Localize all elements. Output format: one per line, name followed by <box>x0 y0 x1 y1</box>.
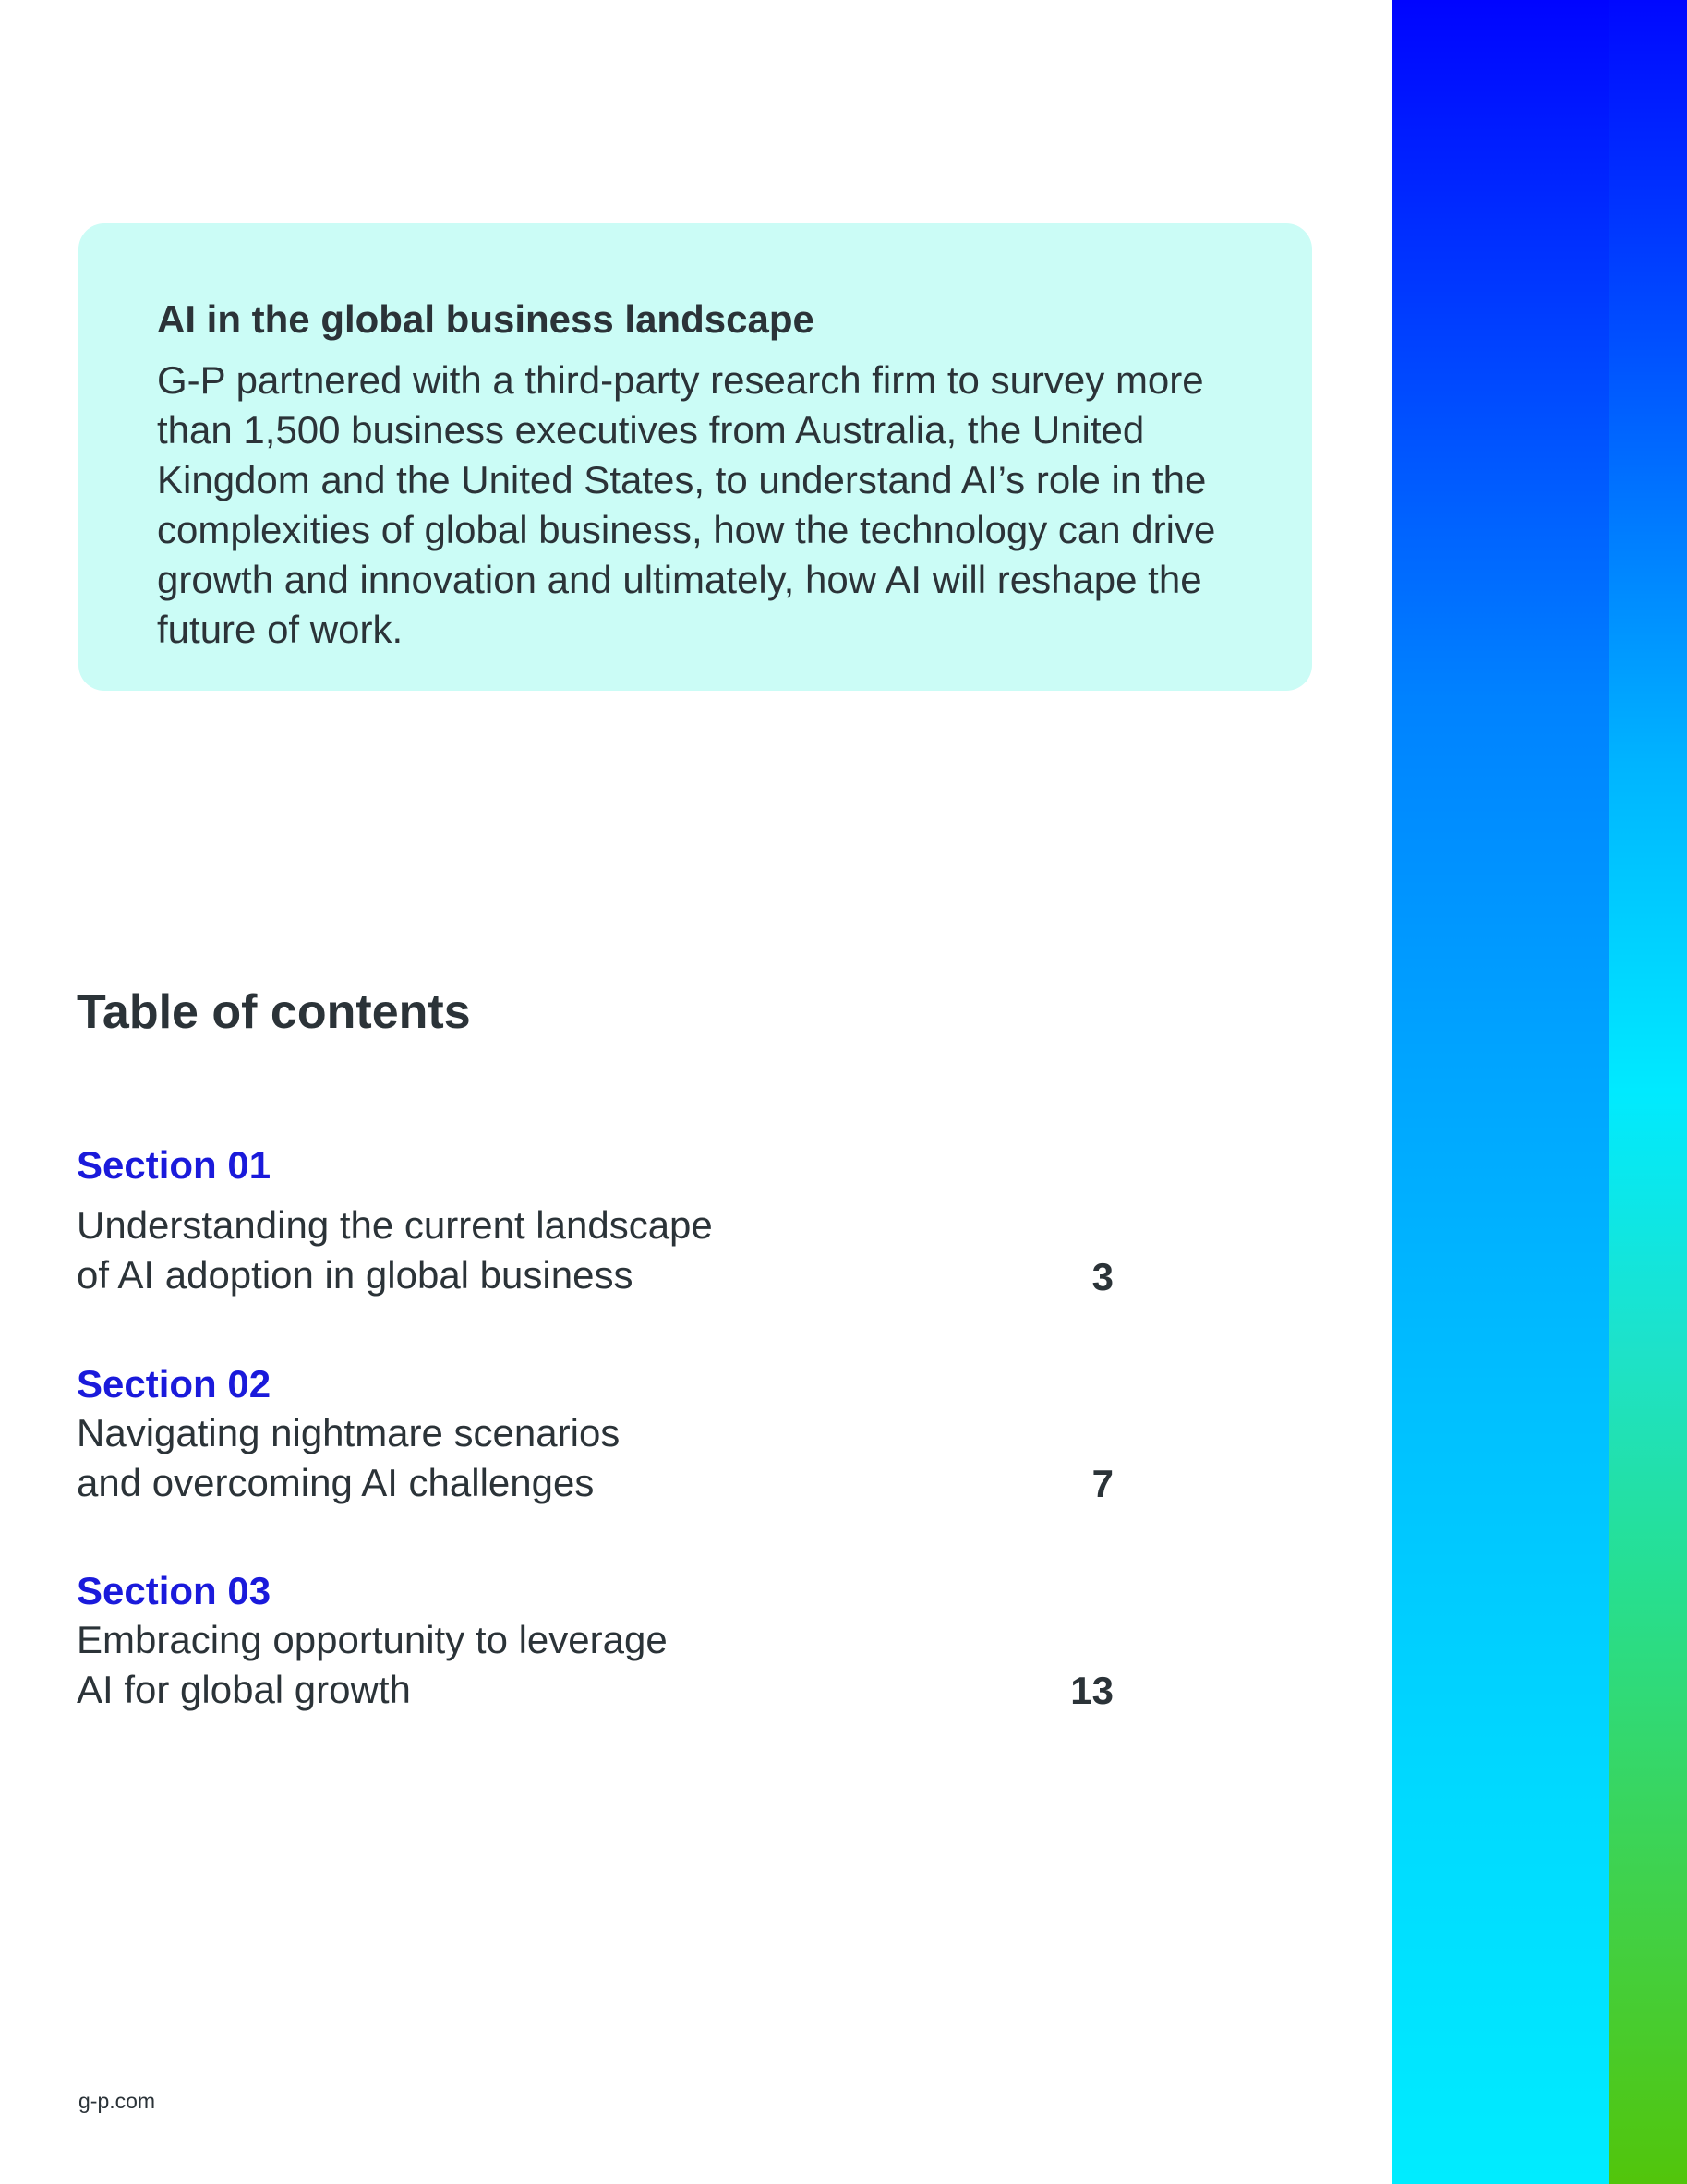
toc-page-number: 13 <box>1070 1669 1114 1712</box>
toc-section-label: Section 02 <box>77 1362 271 1406</box>
toc-entry-section-02[interactable] <box>77 1362 1114 1508</box>
toc-heading: Table of contents <box>77 985 471 1039</box>
toc-section-label: Section 03 <box>77 1569 271 1612</box>
toc-desc-line1: Embracing opportunity to leverage <box>77 1618 668 1661</box>
toc-section-label: Section 01 <box>77 1143 271 1187</box>
toc-desc-line2: AI for global growth <box>77 1668 411 1711</box>
toc-entry-description <box>77 1615 908 1715</box>
toc-entry-section-03[interactable] <box>77 1569 1114 1715</box>
footer-url-link[interactable]: g-p.com <box>78 2089 156 2113</box>
toc-entry-description <box>77 1201 908 1300</box>
intro-title: AI in the global business landscape <box>157 297 814 341</box>
intro-body: G-P partnered with a third-party research firm to survey more than 1,500 business executives from Australia, the United Kingdom and the United States, to understand AI’s role in the complexities of global business, how the technology can drive growth and innovation and ultimately, how AI will reshape the future of work. <box>157 358 1216 651</box>
toc-desc-line2: and overcoming AI challenges <box>77 1461 595 1504</box>
toc-entry-section-01[interactable] <box>77 1143 1114 1300</box>
gradient-bar-narrow <box>1609 0 1687 2184</box>
toc-desc-line2: of AI adoption in global business <box>77 1253 633 1297</box>
toc-entry-description <box>77 1408 908 1508</box>
toc-page-number: 3 <box>1091 1255 1114 1298</box>
gradient-bar-wide <box>1392 0 1609 2184</box>
toc-desc-line1: Understanding the current landscape <box>77 1203 713 1247</box>
toc-desc-line1: Navigating nightmare scenarios <box>77 1411 621 1454</box>
toc-page-number: 7 <box>1091 1462 1114 1505</box>
intro-callout-box <box>78 223 1312 691</box>
